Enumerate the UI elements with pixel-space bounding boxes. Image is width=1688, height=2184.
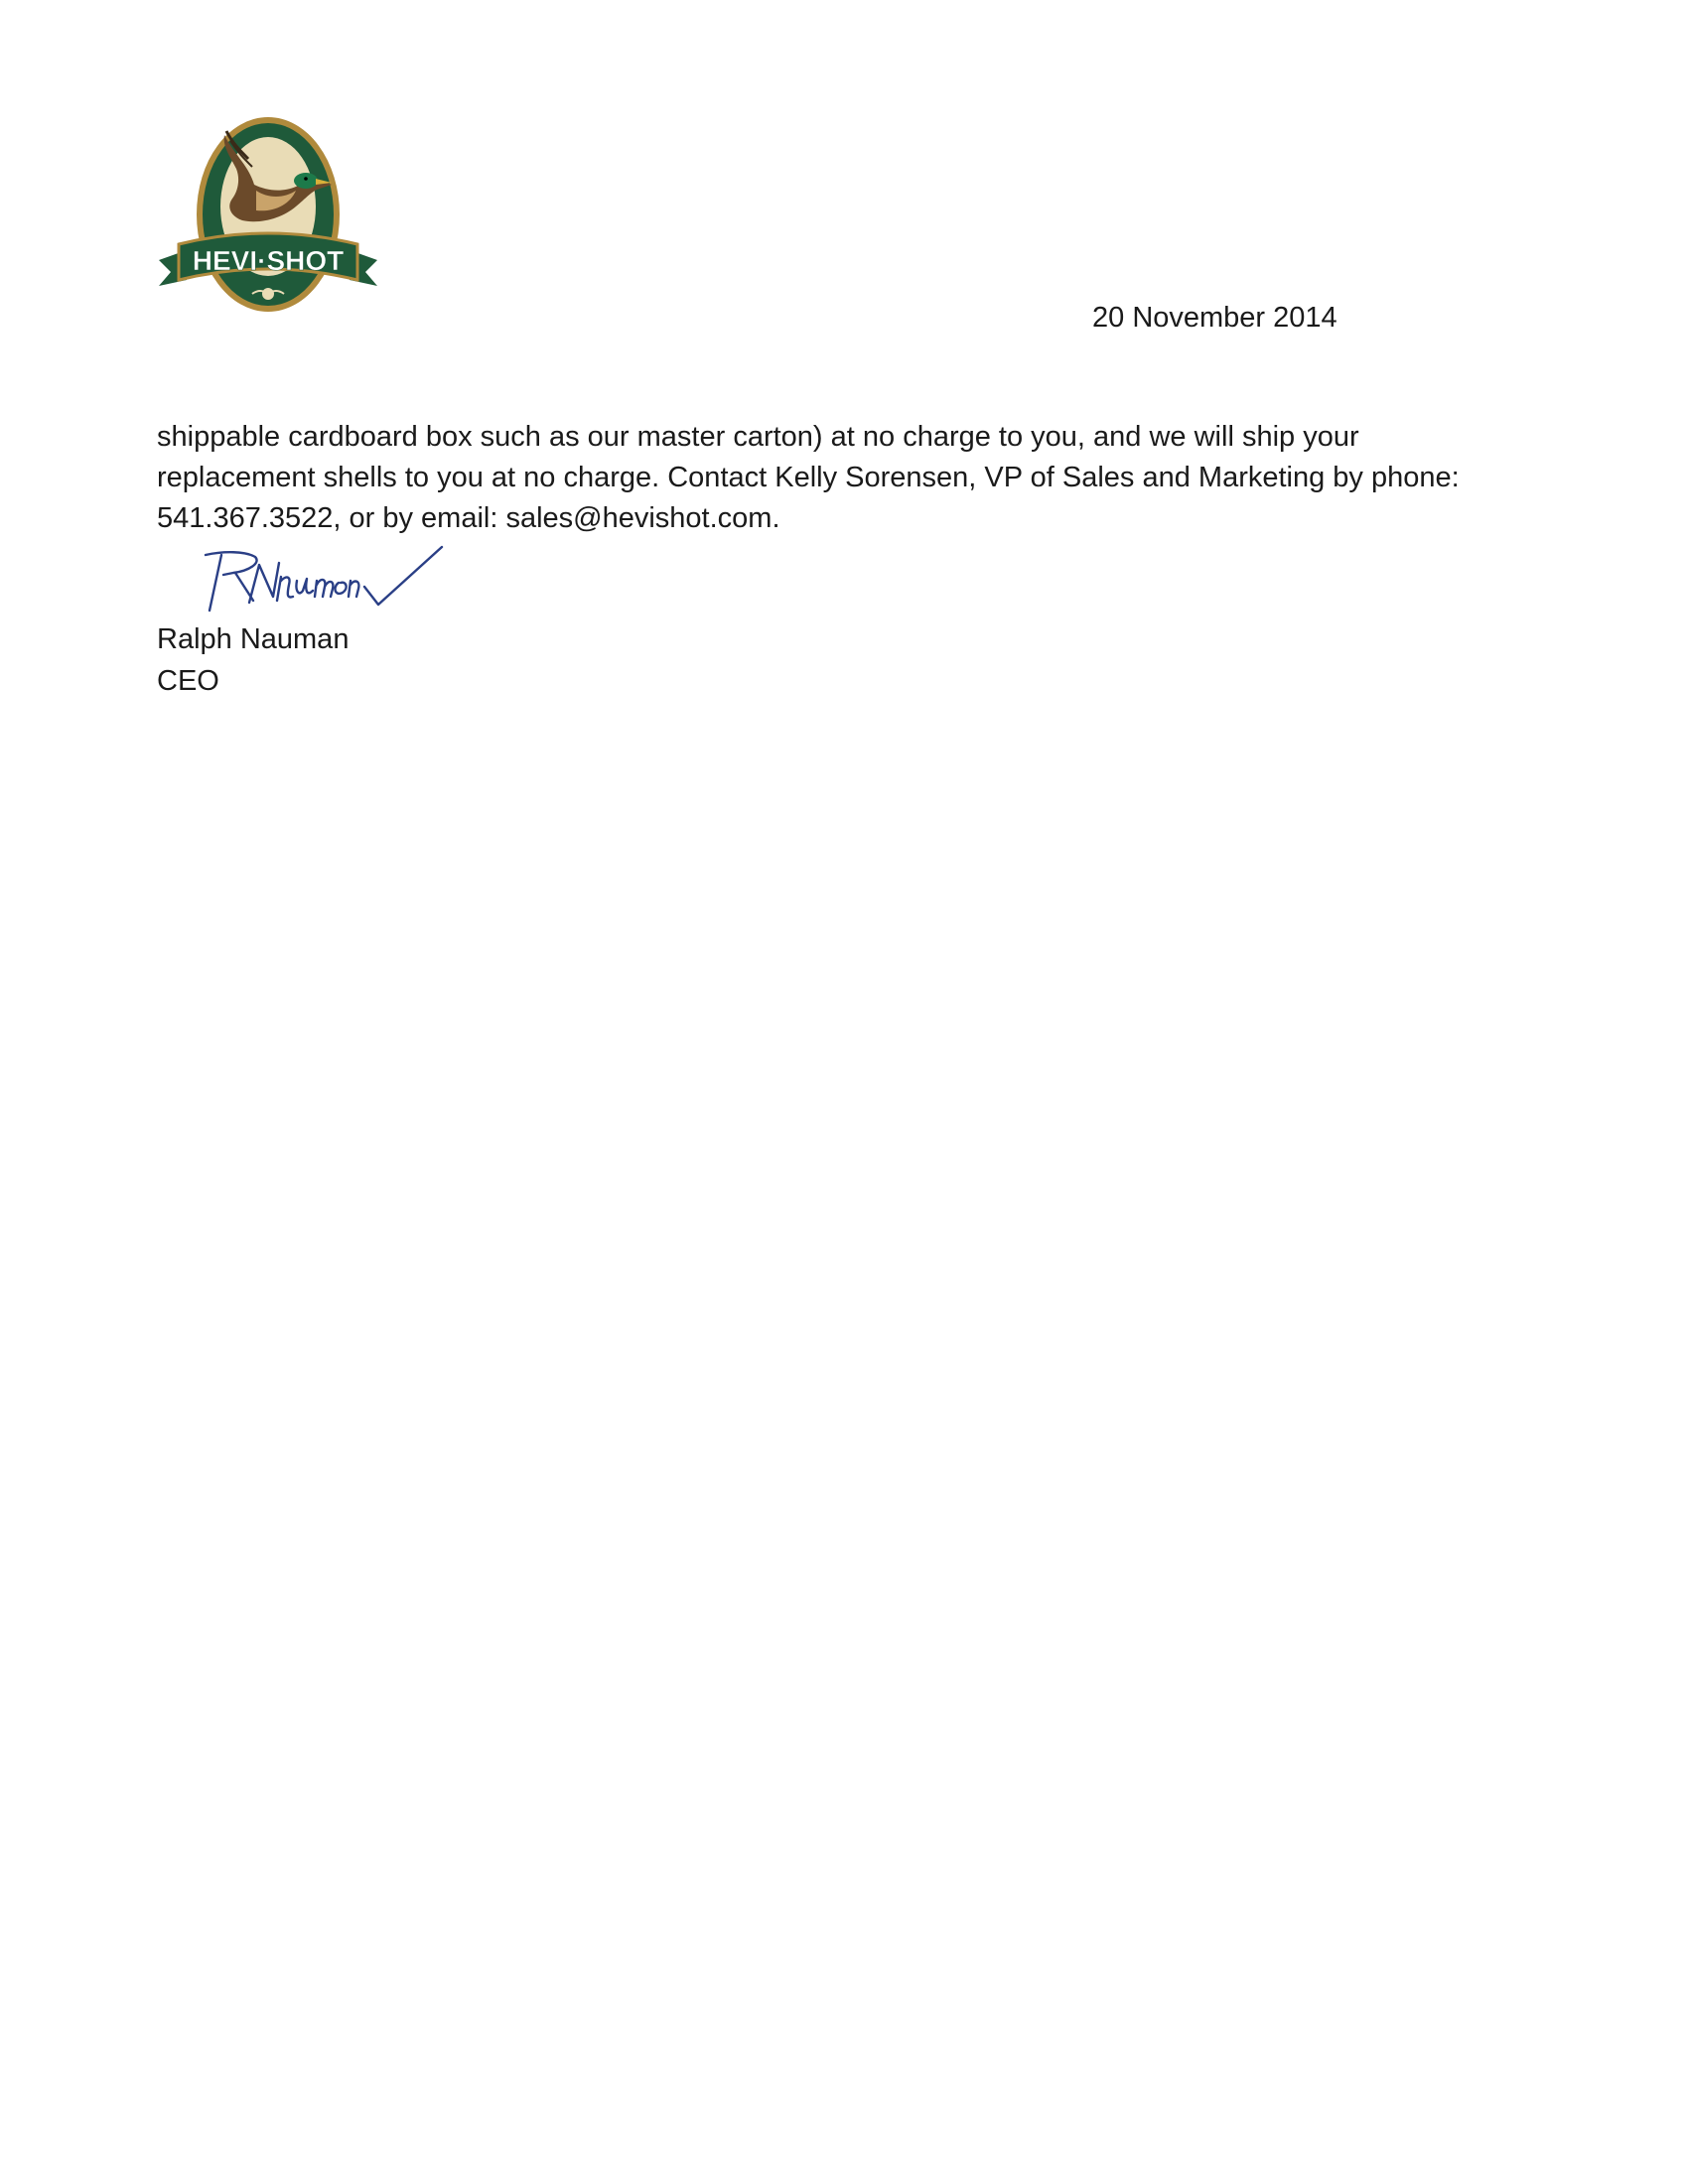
body-line: shippable cardboard box such as our master carton) at no charge to you, and we will ship your	[157, 421, 1359, 453]
body-line: 541.367.3522, or by email: sales@hevishot.com.	[157, 502, 780, 534]
logo-wordmark: HEVI·SHOT	[192, 245, 345, 276]
body-line: replacement shells to you at no charge. Contact Kelly Sorensen, VP of Sales and Marketing by phone:	[157, 462, 1460, 493]
signer-name: Ralph Nauman	[157, 623, 350, 655]
letter-body	[157, 417, 1547, 539]
hevi-shot-logo	[157, 95, 385, 324]
handwritten-signature	[184, 541, 452, 620]
letter-date: 20 November 2014	[1092, 302, 1337, 334]
signer-title: CEO	[157, 665, 219, 697]
